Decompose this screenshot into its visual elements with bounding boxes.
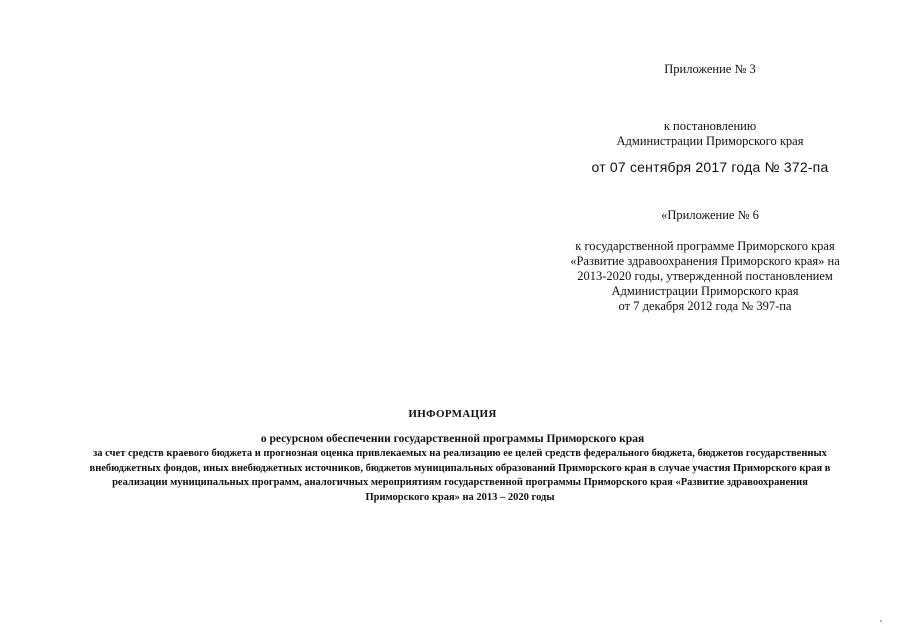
decree-date-number: от 07 сентября 2017 года № 372-па xyxy=(591,159,829,175)
program-line: к государственной программе Приморского края xyxy=(575,239,835,253)
document-description xyxy=(75,447,845,505)
description-line: за счет средств краевого бюджета и прогнозная оценка привлекаемых на реализацию ее целей средств федерального бюджета, бюджетов государственных xyxy=(93,448,827,459)
document-title: ИНФОРМАЦИЯ xyxy=(408,408,497,420)
appendix-number: Приложение № 3 xyxy=(664,62,756,76)
description-line: реализации муниципальных программ, аналогичных мероприятиям государственной программы Приморского края «Развитие здравоохранения xyxy=(112,477,808,488)
appendix6-title: «Приложение № 6 xyxy=(661,208,759,222)
program-reference-block xyxy=(530,239,880,314)
scan-speck xyxy=(880,620,882,622)
description-line: Приморского края» на 2013 – 2020 годы xyxy=(365,491,555,503)
program-line: «Развитие здравоохранения Приморского края» на xyxy=(570,254,840,268)
document-subtitle: о ресурсном обеспечении государственной программы Приморского края xyxy=(260,433,645,445)
decree-reference: к постановлению xyxy=(663,119,757,133)
program-line: от 7 декабря 2012 года № 397-па xyxy=(618,299,792,313)
program-line: 2013-2020 годы, утвержденной постановлением xyxy=(577,269,833,283)
program-line: Администрации Приморского края xyxy=(611,284,799,298)
description-line: внебюджетных фондов, иных внебюджетных источников, бюджетов муниципальных образований Приморского края в случае участия Приморского края в xyxy=(89,462,831,474)
decree-authority: Администрации Приморского края xyxy=(616,134,804,148)
